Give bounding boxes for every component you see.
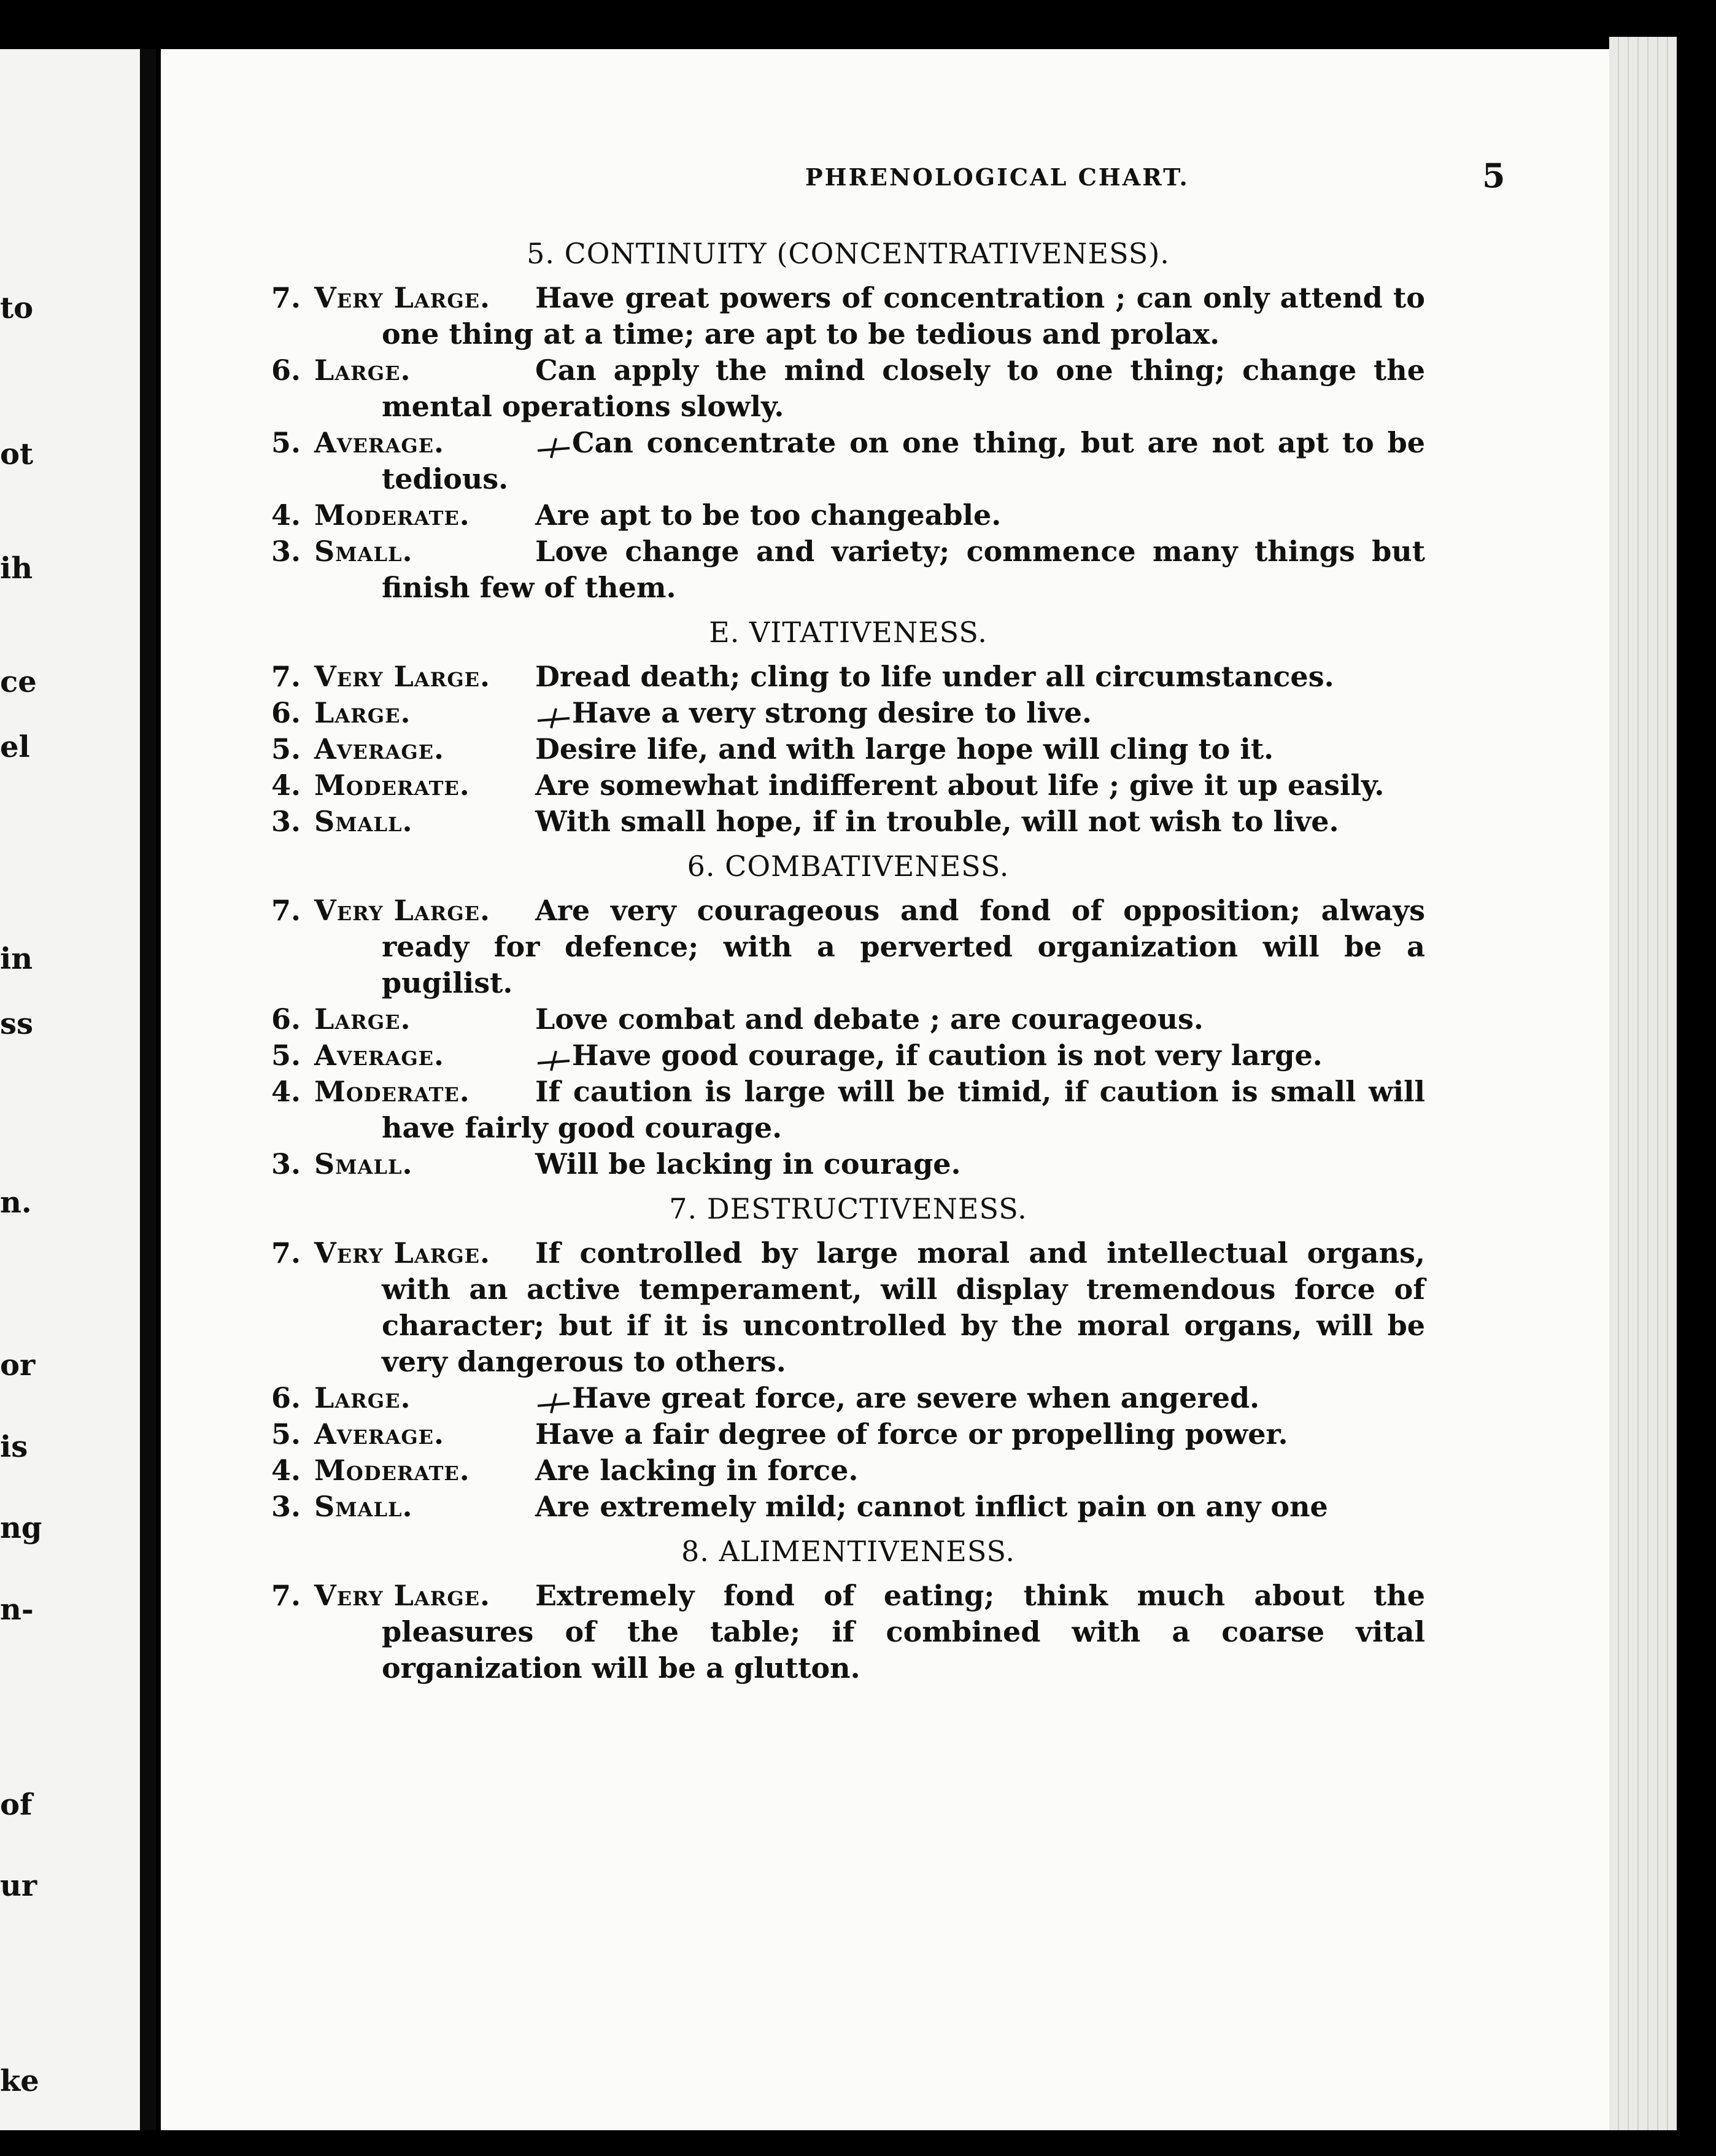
handwritten-check-mark-icon bbox=[535, 433, 572, 457]
rating-level: Very Large. bbox=[314, 660, 491, 693]
rating-description: Desire life, and with large hope will cling to it. bbox=[535, 732, 1274, 766]
previous-page-text-fragment: ng bbox=[0, 1511, 42, 1545]
previous-page-text-fragment: is bbox=[0, 1429, 28, 1464]
book-page bbox=[161, 49, 1609, 2130]
rating-description: Have a fair degree of force or propelling power. bbox=[535, 1417, 1288, 1451]
rating-number: 7. bbox=[271, 1579, 301, 1612]
rating-level: Very Large. bbox=[314, 894, 491, 927]
rating-entry bbox=[271, 731, 1425, 767]
rating-entry bbox=[271, 659, 1425, 695]
previous-page-text-fragment: of bbox=[0, 1787, 33, 1822]
faculty-section bbox=[271, 612, 1425, 840]
rating-number: 5. bbox=[271, 426, 301, 459]
page-header bbox=[271, 156, 1560, 200]
running-head: PHRENOLOGICAL CHART. bbox=[805, 163, 1189, 191]
rating-level: Very Large. bbox=[314, 1579, 491, 1612]
rating-level: Large. bbox=[314, 1381, 411, 1414]
faculty-section bbox=[271, 846, 1425, 1182]
previous-page-text-fragment: ss bbox=[0, 1006, 34, 1041]
rating-number: 3. bbox=[271, 805, 301, 838]
rating-description: If controlled by large moral and intellectual organs, with an active temperament, will display tremendous force of character; but if it is uncontrolled by the moral organs, will be very dangerous to others. bbox=[382, 1236, 1425, 1378]
previous-page-text-fragment: ke bbox=[0, 2064, 39, 2098]
rating-entry bbox=[271, 497, 1425, 533]
rating-description: Can apply the mind closely to one thing; change the mental operations slowly. bbox=[382, 354, 1425, 423]
previous-page-text-fragment: in bbox=[0, 941, 33, 976]
rating-entry bbox=[271, 533, 1425, 606]
rating-entry bbox=[271, 695, 1425, 731]
rating-number: 6. bbox=[271, 1381, 301, 1414]
handwritten-check-mark-icon bbox=[535, 703, 572, 727]
rating-number: 5. bbox=[271, 1417, 301, 1451]
rating-description: Have a very strong desire to live. bbox=[572, 696, 1092, 729]
rating-number: 7. bbox=[271, 281, 301, 314]
previous-page-text-fragment: n. bbox=[0, 1185, 32, 1220]
rating-description: Will be lacking in courage. bbox=[535, 1147, 961, 1181]
rating-level: Small. bbox=[314, 1147, 413, 1181]
rating-description: If caution is large will be timid, if caution is small will have fairly good courage. bbox=[382, 1075, 1425, 1144]
rating-entry bbox=[271, 1416, 1425, 1452]
rating-number: 3. bbox=[271, 535, 301, 568]
section-title: 5. CONTINUITY (CONCENTRATIVENESS). bbox=[527, 237, 1170, 270]
rating-number: 7. bbox=[271, 894, 301, 927]
rating-level: Small. bbox=[314, 1490, 413, 1523]
book-gutter bbox=[140, 49, 156, 2130]
rating-description: Are somewhat indifferent about life ; give it up easily. bbox=[535, 769, 1385, 802]
rating-level: Moderate. bbox=[314, 769, 470, 802]
rating-level: Average. bbox=[314, 1417, 445, 1451]
rating-level: Moderate. bbox=[314, 498, 470, 532]
rating-description: Extremely fond of eating; think much about the pleasures of the table; if combined with a coarse vital organization will be a glutton. bbox=[382, 1579, 1425, 1685]
section-title: 7. DESTRUCTIVENESS. bbox=[669, 1192, 1027, 1225]
previous-page-text-fragment: el bbox=[0, 730, 30, 764]
rating-number: 6. bbox=[271, 696, 301, 729]
rating-level: Large. bbox=[314, 1002, 411, 1036]
rating-description: Love combat and debate ; are courageous. bbox=[535, 1002, 1204, 1036]
rating-entry bbox=[271, 1489, 1425, 1525]
rating-description: Are extremely mild; cannot inflict pain on any one bbox=[535, 1490, 1328, 1523]
rating-number: 4. bbox=[271, 769, 301, 802]
rating-description: Have great powers of concentration ; can only attend to one thing at a time; are apt to be tedious and prolax. bbox=[382, 281, 1425, 351]
previous-page-text-fragment: or bbox=[0, 1348, 36, 1382]
faculty-section bbox=[271, 1531, 1425, 1686]
rating-number: 7. bbox=[271, 660, 301, 693]
rating-number: 5. bbox=[271, 732, 301, 766]
rating-level: Large. bbox=[314, 354, 411, 387]
rating-entry bbox=[271, 893, 1425, 1001]
rating-number: 6. bbox=[271, 1002, 301, 1036]
rating-entry bbox=[271, 280, 1425, 352]
rating-entry bbox=[271, 1074, 1425, 1146]
rating-entry bbox=[271, 1146, 1425, 1182]
rating-level: Moderate. bbox=[314, 1454, 470, 1487]
rating-entry bbox=[271, 804, 1425, 840]
section-title: 6. COMBATIVENESS. bbox=[687, 850, 1010, 883]
rating-description: Are very courageous and fond of opposition; always ready for defence; with a perverted organization will be a pugilist. bbox=[382, 894, 1425, 999]
rating-number: 4. bbox=[271, 1075, 301, 1108]
rating-entry bbox=[271, 425, 1425, 497]
rating-number: 3. bbox=[271, 1490, 301, 1523]
page-content bbox=[271, 233, 1425, 1693]
rating-entry bbox=[271, 1001, 1425, 1037]
rating-level: Moderate. bbox=[314, 1075, 470, 1108]
rating-description: Have good courage, if caution is not very large. bbox=[572, 1039, 1323, 1072]
rating-level: Small. bbox=[314, 805, 413, 838]
rating-number: 3. bbox=[271, 1147, 301, 1181]
section-title: E. VITATIVENESS. bbox=[709, 616, 987, 649]
rating-entry bbox=[271, 1578, 1425, 1686]
page-edges bbox=[1609, 37, 1677, 2130]
previous-page-text-fragment: ur bbox=[0, 1869, 37, 1903]
rating-description: Are apt to be too changeable. bbox=[535, 498, 1002, 532]
rating-entry bbox=[271, 1452, 1425, 1489]
rating-number: 4. bbox=[271, 498, 301, 532]
previous-page-text-fragment: n- bbox=[0, 1592, 34, 1627]
rating-entry bbox=[271, 1235, 1425, 1380]
previous-page-text-fragment: to bbox=[0, 290, 34, 325]
rating-level: Average. bbox=[314, 732, 445, 766]
rating-description: Can concentrate on one thing, but are not apt to be tedious. bbox=[382, 426, 1425, 495]
rating-level: Average. bbox=[314, 1039, 445, 1072]
handwritten-check-mark-icon bbox=[535, 1388, 572, 1413]
rating-number: 4. bbox=[271, 1454, 301, 1487]
rating-level: Average. bbox=[314, 426, 445, 459]
rating-level: Large. bbox=[314, 696, 411, 729]
faculty-section bbox=[271, 233, 1425, 606]
previous-page-text-fragment: ce bbox=[0, 665, 37, 699]
rating-number: 5. bbox=[271, 1039, 301, 1072]
handwritten-check-mark-icon bbox=[535, 1045, 572, 1070]
rating-entry bbox=[271, 767, 1425, 804]
rating-description: Have great force, are severe when angered. bbox=[572, 1381, 1260, 1414]
rating-level: Very Large. bbox=[314, 281, 491, 314]
rating-entry bbox=[271, 352, 1425, 425]
rating-entry bbox=[271, 1380, 1425, 1416]
previous-page-text-fragment: ot bbox=[0, 437, 34, 471]
rating-description: With small hope, if in trouble, will not wish to live. bbox=[535, 805, 1339, 838]
previous-page-fragment bbox=[0, 49, 140, 2130]
rating-description: Are lacking in force. bbox=[535, 1454, 859, 1487]
faculty-section bbox=[271, 1189, 1425, 1525]
rating-level: Small. bbox=[314, 535, 413, 568]
page-number: 5 bbox=[1482, 156, 1505, 195]
rating-number: 7. bbox=[271, 1236, 301, 1270]
rating-number: 6. bbox=[271, 354, 301, 387]
rating-description: Love change and variety; commence many things but finish few of them. bbox=[382, 535, 1425, 604]
rating-entry bbox=[271, 1037, 1425, 1074]
section-title: 8. ALIMENTIVENESS. bbox=[681, 1535, 1016, 1568]
rating-description: Dread death; cling to life under all circumstances. bbox=[535, 660, 1334, 693]
rating-level: Very Large. bbox=[314, 1236, 491, 1270]
previous-page-text-fragment: ih bbox=[0, 551, 33, 586]
